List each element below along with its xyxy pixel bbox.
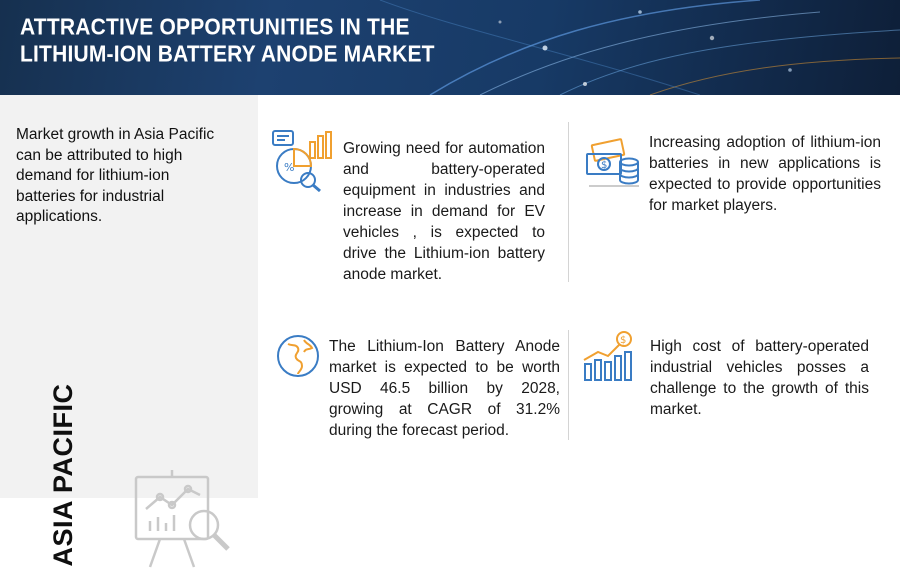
money-coins-icon bbox=[585, 136, 643, 194]
chart-percent-magnifier-icon bbox=[270, 128, 334, 192]
region-description: Market growth in Asia Pacific can be attributed to high demand for lithium-ion batteries for industrial applications. bbox=[16, 126, 215, 225]
svg-text:$: $ bbox=[601, 160, 608, 171]
region-label: ASIA PACIFIC bbox=[48, 383, 78, 567]
insight-card-automation bbox=[270, 128, 560, 308]
insight-card-market-size bbox=[270, 330, 562, 445]
insight-text-challenge: High cost of battery-operated industrial vehicles posses a challenge to the growth of this market. bbox=[650, 338, 869, 418]
insight-card-challenge bbox=[580, 330, 890, 430]
page-title-line-1: ATTRACTIVE OPPORTUNITIES IN THE bbox=[20, 15, 410, 40]
insight-text-automation: Growing need for automation and battery-operated equipment in industries and increase in demand for EV vehicles , is expected to drive the Lithium-ion battery anode market. bbox=[343, 140, 545, 283]
presentation-chart-magnifier-icon bbox=[130, 467, 235, 572]
page-title bbox=[20, 14, 435, 68]
insight-card-adoption bbox=[582, 128, 892, 248]
insight-text-market-size: The Lithium-Ion Battery Anode market is expected to be worth USD 46.5 billion by 2028, growing at CAGR of 31.2% during the forecast period. bbox=[329, 338, 560, 439]
column-divider bbox=[568, 330, 569, 440]
svg-text:%: % bbox=[284, 161, 295, 174]
svg-text:$: $ bbox=[620, 335, 627, 346]
column-divider bbox=[568, 122, 569, 282]
bar-chart-dollar-icon bbox=[580, 330, 638, 384]
header-banner bbox=[0, 0, 900, 95]
globe-icon bbox=[274, 332, 322, 380]
insight-text-adoption: Increasing adoption of lithium-ion batteries in new applications is expected to provide opportunities for market players. bbox=[649, 134, 881, 214]
region-panel bbox=[0, 95, 258, 567]
page-title-line-2: LITHIUM-ION BATTERY ANODE MARKET bbox=[20, 42, 435, 67]
